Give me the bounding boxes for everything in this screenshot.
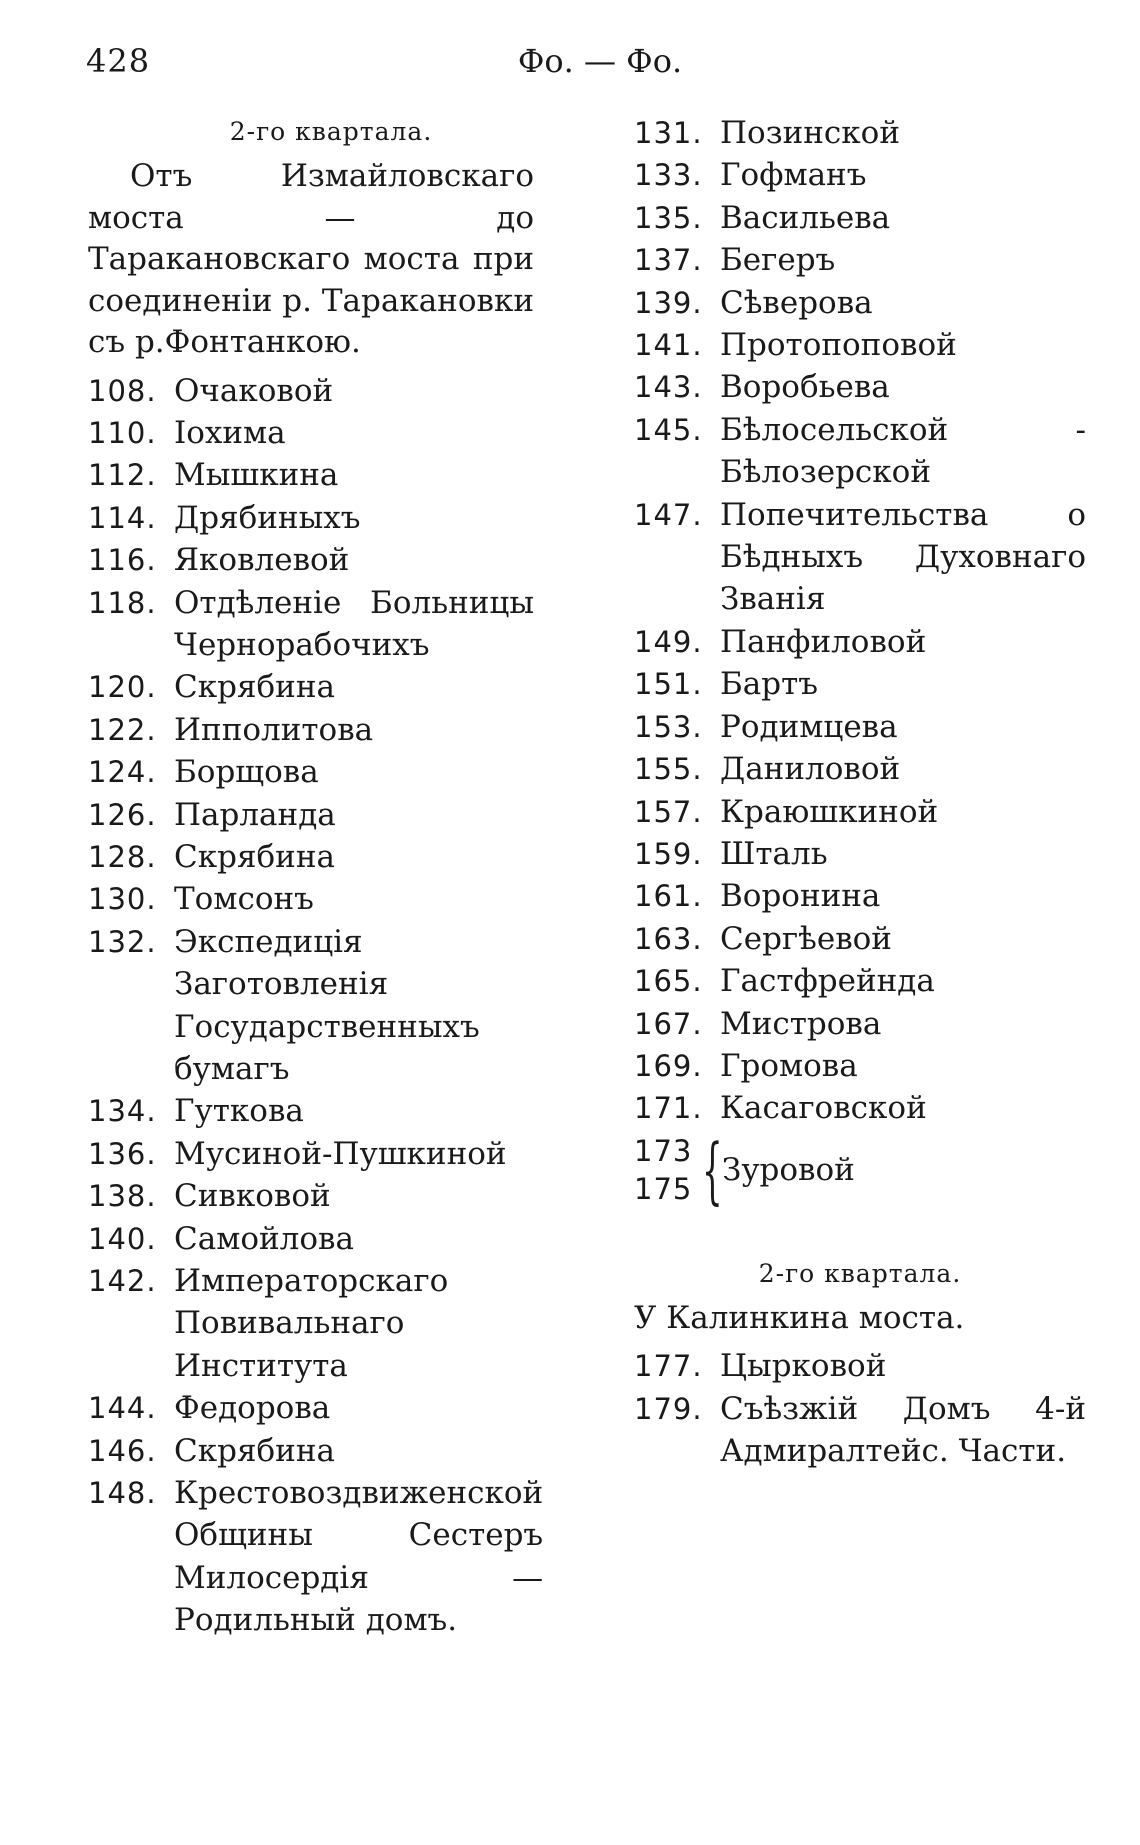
house-number: 110. [88, 415, 157, 450]
running-head: Фо. — Фо. [517, 42, 683, 80]
owner-name: Сивковой [174, 1178, 331, 1215]
owner-name: Протопоповой [720, 327, 957, 364]
owner-name: Сергѣевой [720, 920, 892, 957]
owner-name: Даниловой [720, 751, 901, 788]
house-number: 149. [634, 624, 703, 659]
house-number: 179. [634, 1391, 703, 1426]
house-number: 151. [634, 667, 703, 702]
owner-name: Скрябина [174, 669, 335, 706]
house-number: 143. [634, 370, 703, 405]
list-item [634, 494, 1086, 621]
house-number: 140. [88, 1221, 157, 1256]
owner-name: Громова [720, 1047, 858, 1084]
house-number: 126. [88, 797, 157, 832]
owner-name: Яковлевой [174, 542, 350, 579]
house-number: 167. [634, 1006, 703, 1041]
owner-name: Родимцева [720, 708, 898, 745]
list-item [88, 454, 534, 496]
house-number: 141. [634, 328, 703, 363]
list-item [88, 1387, 534, 1429]
list-item [634, 282, 1086, 324]
house-number: 165. [634, 964, 703, 999]
list-item [88, 1430, 534, 1472]
owner-name: Мышкина [174, 457, 339, 494]
owner-name: Мусиной-Пушкиной [174, 1135, 507, 1172]
list-item [88, 1218, 534, 1260]
left-entry-list [88, 370, 544, 1642]
list-item [634, 706, 1086, 748]
house-number: 177. [634, 1349, 703, 1384]
house-number: 157. [634, 794, 703, 829]
owner-name: Позинской [720, 115, 900, 151]
owner-name: Гуткова [174, 1093, 304, 1130]
owner-name: Іохима [174, 414, 286, 451]
house-number: 128. [88, 839, 157, 874]
house-number: 133. [634, 158, 703, 193]
list-item [88, 1090, 534, 1132]
list-item [88, 582, 534, 667]
brace-entry-name: Зуровой [722, 1151, 855, 1188]
list-item [634, 154, 1086, 196]
list-item [88, 878, 534, 920]
list-item [634, 875, 1086, 917]
list-item [88, 794, 534, 836]
house-number: 112. [88, 458, 157, 493]
right-intro: У Калинкина моста. [634, 1299, 965, 1336]
list-item [634, 1045, 1086, 1087]
right-entry-list-after [634, 1345, 1086, 1472]
right-column [634, 112, 1086, 1472]
house-number: 161. [634, 879, 703, 914]
house-number: 131. [634, 116, 703, 150]
list-item [634, 366, 1086, 408]
owner-name: Панфиловой [720, 623, 927, 660]
owner-name: Цырковой [720, 1348, 887, 1385]
owner-name: Ипполитова [174, 711, 374, 748]
list-item [88, 370, 534, 412]
list-item [634, 1087, 1086, 1129]
house-number: 120. [88, 670, 157, 705]
list-item [634, 833, 1086, 875]
house-number: 130. [88, 882, 157, 917]
owner-name: Бартъ [720, 666, 818, 703]
house-number: 132. [88, 924, 157, 959]
list-item [88, 751, 534, 793]
list-item [634, 112, 1086, 154]
brace-entry [634, 1127, 1086, 1212]
list-item [88, 539, 534, 581]
house-number: 116. [88, 543, 157, 578]
list-item [88, 921, 534, 1091]
owner-name: Скрябина [174, 1432, 335, 1469]
owner-name: Бѣлосельской - Бѣлозерской [720, 411, 1086, 491]
house-number: 146. [88, 1433, 157, 1468]
list-item [88, 836, 534, 878]
list-item [634, 918, 1086, 960]
list-item [634, 621, 1086, 663]
owner-name: Томсонъ [174, 881, 314, 918]
list-item [634, 663, 1086, 705]
house-number: 139. [634, 285, 703, 320]
owner-name: Самойлова [174, 1220, 354, 1257]
house-number: 144. [88, 1391, 157, 1426]
owner-name: Экспедиція Заготовленія Государственныхъ бумагъ [174, 923, 480, 1087]
list-item [634, 1003, 1086, 1045]
house-number: 137. [634, 243, 703, 278]
house-number: 134. [88, 1094, 157, 1129]
house-number: 142. [88, 1264, 157, 1299]
brace-numbers [634, 1132, 696, 1208]
list-item [634, 239, 1086, 281]
list-item [88, 709, 534, 751]
list-item [88, 412, 534, 454]
house-number: 155. [634, 752, 703, 787]
list-item [88, 1133, 534, 1175]
list-item [88, 1175, 534, 1217]
list-item [88, 1260, 534, 1387]
owner-name: Краюшкиной [720, 793, 939, 830]
list-item [634, 409, 1086, 494]
owner-name: Касаговской [720, 1090, 927, 1127]
house-number: 135. [634, 200, 703, 235]
house-number: 159. [634, 836, 703, 871]
owner-name: Васильева [720, 199, 891, 236]
list-item [634, 748, 1086, 790]
owner-name: Шталь [720, 835, 828, 872]
owner-name: Гастфрейнда [720, 963, 935, 1000]
brace-number-a: 173 [634, 1133, 693, 1168]
house-number: 145. [634, 412, 703, 447]
owner-name: Бегеръ [720, 242, 836, 279]
owner-name: Очаковой [174, 372, 334, 409]
owner-name: Воронина [720, 878, 881, 915]
list-item [634, 197, 1086, 239]
house-number: 124. [88, 755, 157, 790]
owner-name: Отдѣленіе Больницы Чернорабочихъ [174, 584, 534, 663]
owner-name: Федорова [174, 1390, 331, 1427]
left-column [88, 112, 544, 1642]
owner-name: Воробьева [720, 369, 890, 406]
left-subheading: 2-го квартала. [229, 117, 433, 146]
list-item [634, 1345, 1086, 1387]
house-number: 122. [88, 712, 157, 747]
list-item [634, 324, 1086, 366]
owner-name: Попечительства о Бѣдныхъ Духовнаго Званія [720, 496, 1086, 618]
house-number: 147. [634, 497, 703, 532]
house-number: 171. [634, 1091, 703, 1126]
curly-brace-icon: { [702, 1127, 723, 1212]
list-item [88, 1472, 544, 1642]
owner-name: Борщова [174, 754, 319, 791]
list-item [88, 666, 534, 708]
list-item [634, 791, 1086, 833]
house-number: 163. [634, 921, 703, 956]
house-number: 114. [88, 500, 157, 535]
list-item [634, 960, 1086, 1002]
brace-number-b: 175 [634, 1171, 693, 1206]
page-number: 428 [86, 42, 151, 80]
house-number: 148. [88, 1476, 157, 1511]
owner-name: Парланда [174, 796, 336, 833]
right-subheading: 2-го квартала. [758, 1258, 962, 1288]
owner-name: Скрябина [174, 838, 335, 875]
list-item [634, 1388, 1086, 1473]
house-number: 138. [88, 1179, 157, 1214]
owner-name: Крестовоздвиженской Общины Сестеръ Милосердія — Родильный домъ. [174, 1475, 544, 1639]
owner-name: Дрябиныхъ [174, 499, 361, 536]
owner-name: Сѣверова [720, 284, 873, 321]
house-number: 169. [634, 1048, 703, 1083]
list-item [88, 497, 534, 539]
owner-name: Императорскаго Повивальнаго Института [174, 1263, 449, 1384]
owner-name: Мистрова [720, 1005, 882, 1042]
owner-name: Гофманъ [720, 157, 867, 194]
house-number: 118. [88, 585, 157, 620]
house-number: 153. [634, 709, 703, 744]
left-intro: Отъ Измайловскаго моста — до Таракановскаго моста при соединеніи р. Таракановки съ р.Фонтанкою. [88, 158, 534, 360]
house-number: 108. [88, 373, 157, 408]
owner-name: Съѣзжій Домъ 4-й Адмиралтейс. Части. [720, 1390, 1086, 1470]
house-number: 136. [88, 1136, 157, 1171]
right-entry-list [634, 112, 1086, 1130]
